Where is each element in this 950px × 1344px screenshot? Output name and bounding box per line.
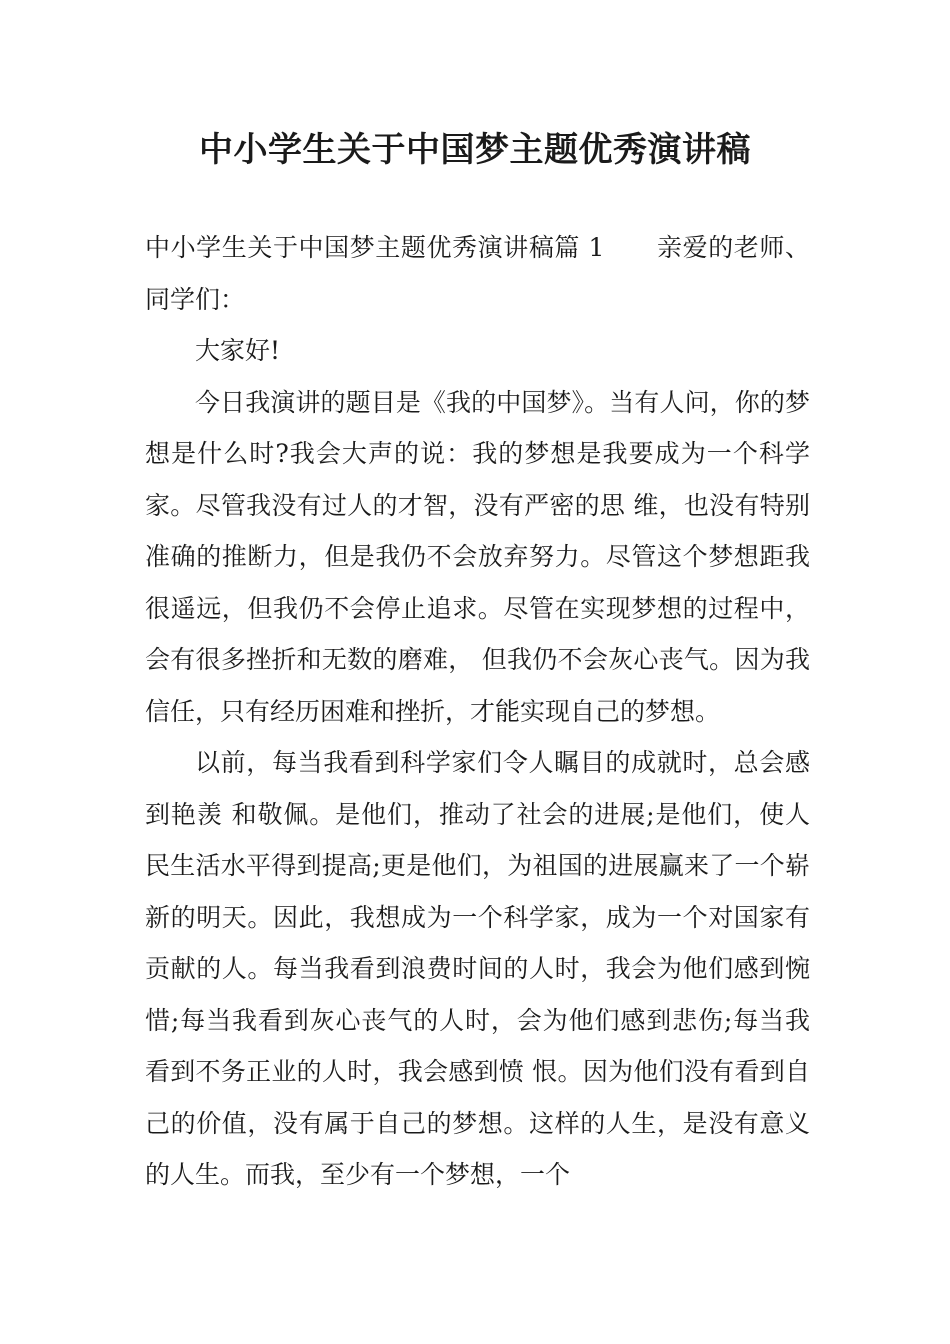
document-body [145,222,810,1201]
paragraph-greeting: 大家好! [195,336,281,365]
paragraph-scientists: 以前，每当我看到科学家们令人瞩目的成就时，总会感到艳羡 和敬佩。是他们，推动了社会的进展;是他们，使人民生活水平得到提高;更是他们，为祖国的进展赢来了一个崭新的明天。因此，我想成为一个科学家，成为一个对国家有贡献的人。每当我看到浪费时间的人时，我会为他们感到惋惜;每当我看到灰心丧气的人时，会为他们感到悲伤;每当我看到不务正业的人时，我会感到愤 恨。因为他们没有看到自己的价值，没有属于自己的梦想。这样的人生，是没有意义的人生。而我，至少有一个梦想，一个 [145,748,810,1189]
section-heading: 中小学生关于中国梦主题优秀演讲稿篇 1 [145,233,605,262]
opening-paragraph [145,222,810,325]
paragraph-dream: 今日我演讲的题目是《我的中国梦》。当有人问，你的梦想是什么时?我会大声的说：我的梦想是我要成为一个科学家。尽管我没有过人的才智，没有严密的思 维，也没有特别准确的推断力，但是我仍不会放弃努力。尽管这个梦想距我很遥远，但我仍不会停止追求。尽管在实现梦想的过程中，会有很多挫折和无数的磨难， 但我仍不会灰心丧气。因为我信任，只有经历困难和挫折，才能实现自己的梦想。 [145,387,810,726]
salutation: 亲爱的老师、同学们： [145,233,810,314]
document-title: 中小学生关于中国梦主题优秀演讲稿 [199,130,751,170]
